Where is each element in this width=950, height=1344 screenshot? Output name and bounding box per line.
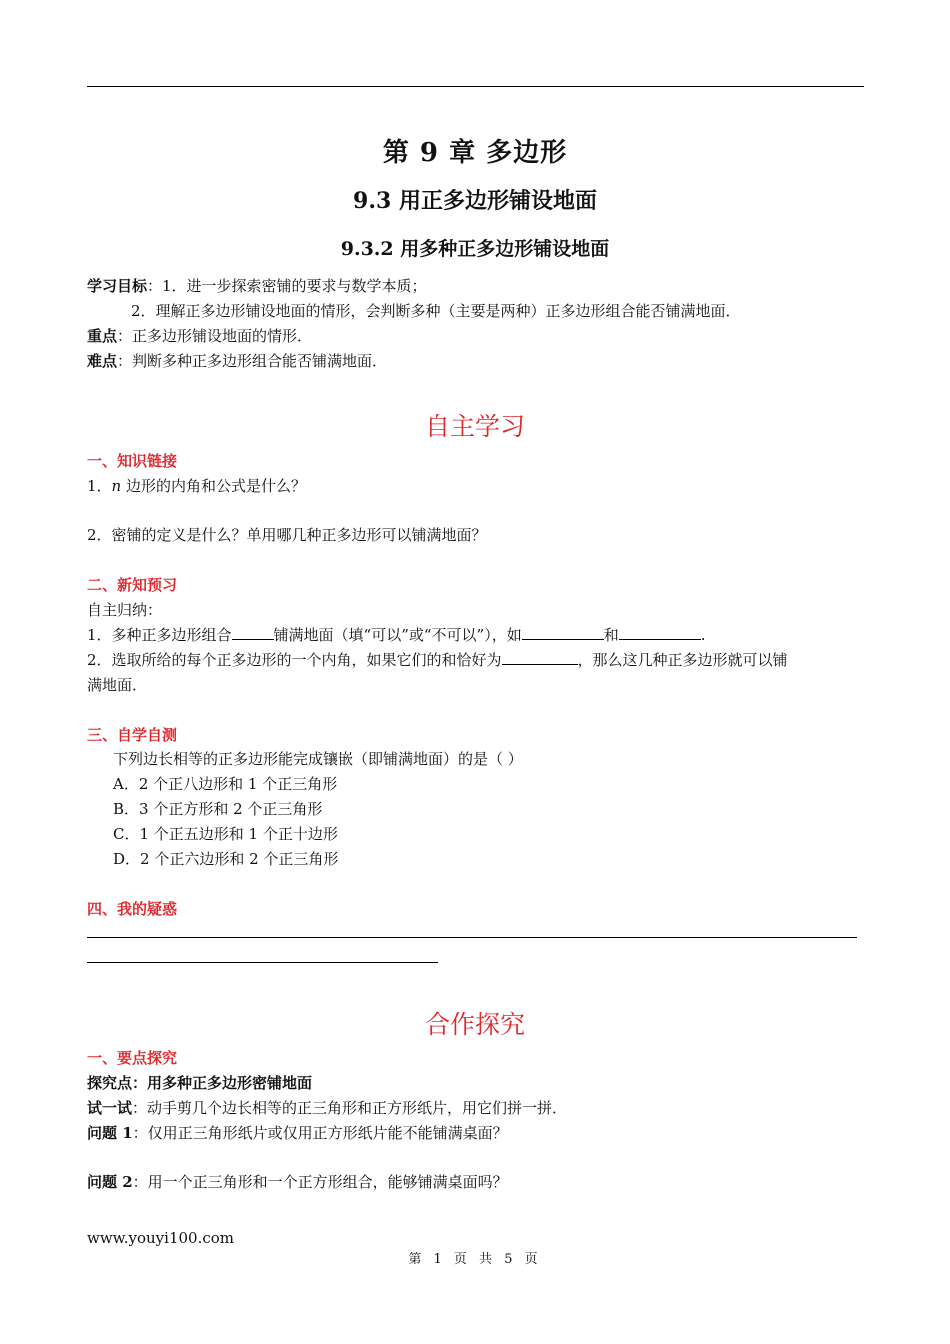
blank-example-2[interactable] (619, 625, 701, 640)
fill1-text-c: 和 (603, 626, 619, 644)
problem-1-label: 问题 1 (87, 1124, 133, 1142)
fill1-text-a: 1．多种正多边形组合 (87, 626, 232, 644)
goals-label: 学习目标 (87, 277, 148, 295)
difficulty-label: 难点 (87, 352, 118, 370)
preview-heading: 二、新知预习 (87, 576, 178, 594)
preview-intro: 自主归纳： (87, 601, 163, 619)
blank-can-or-cannot[interactable] (232, 625, 274, 640)
knowledge-q2: 2．密铺的定义是什么？单用哪几种正多边形可以铺满地面？ (87, 526, 487, 544)
knowledge-q1 (87, 476, 306, 496)
key-exploration-heading: 一、要点探究 (87, 1049, 178, 1067)
problem-2-label: 问题 2 (87, 1173, 133, 1191)
cooperative-title: 合作探究 (424, 1010, 525, 1039)
doubts-answer-line-2[interactable] (87, 962, 438, 963)
fill-in-2 (87, 650, 788, 670)
goals-item-2: 2．理解正多边形铺设地面的情形，会判断多种（主要是两种）正多边形组合能否铺满地面． (131, 302, 741, 320)
footer-url[interactable]: www.youyi100.com (87, 1229, 234, 1247)
self-test-heading: 三、自学自测 (87, 726, 178, 744)
option-a[interactable]: A．2 个正八边形和 1 个正三角形 (113, 775, 338, 793)
doubts-heading: 四、我的疑惑 (87, 900, 178, 918)
problem-1-line (87, 1123, 508, 1143)
difficulty-text: ：判断多种正多边形组合能否铺满地面． (117, 352, 388, 370)
fill2-text-a: 2．选取所给的每个正多边形的一个内角，如果它们的和恰好为 (87, 651, 502, 669)
try-text: ：动手剪几个边长相等的正三角形和正方形纸片，用它们拼一拼． (132, 1099, 568, 1117)
fill1-text-b: 铺满地面（填“可以”或“不可以”），如 (273, 626, 522, 644)
try-label: 试一试 (87, 1099, 133, 1117)
fill-in-2-cont: 满地面． (87, 676, 148, 694)
difficulty-line (87, 351, 387, 371)
q1-variable: n (111, 477, 122, 495)
chapter-title: 第 9 章 多边形 (382, 138, 568, 168)
try-it-line (87, 1098, 567, 1118)
fill2-text-b: ，那么这几种正多边形就可以铺 (577, 651, 788, 669)
knowledge-link-heading: 一、知识链接 (87, 452, 178, 470)
problem-1-text: ：仅用正三角形纸片或仅用正方形纸片能不能铺满桌面？ (132, 1124, 508, 1142)
doubts-answer-line-1[interactable] (87, 937, 857, 938)
fill1-text-d: . (700, 626, 706, 644)
subsection-title: 9.3.2 用多种正多边形铺设地面 (340, 238, 610, 260)
exploration-point: 探究点：用多种正多边形密铺地面 (87, 1074, 313, 1092)
self-test-question: 下列边长相等的正多边形能完成镶嵌（即铺满地面）的是（ ） (113, 750, 523, 768)
blank-angle-sum[interactable] (502, 650, 578, 665)
goals-item-1: ：1．进一步探索密铺的要求与数学本质； (147, 277, 427, 295)
q1-number: 1． (87, 477, 112, 495)
key-point-line (87, 326, 312, 346)
blank-example-1[interactable] (522, 625, 604, 640)
section-title: 9.3 用正多边形铺设地面 (353, 188, 597, 214)
key-label: 重点 (87, 327, 118, 345)
key-text: ：正多边形铺设地面的情形． (117, 327, 313, 345)
fill-in-1 (87, 625, 706, 645)
q1-text: 边形的内角和公式是什么？ (121, 477, 306, 495)
option-d[interactable]: D．2 个正六边形和 2 个正三角形 (113, 850, 339, 868)
option-c[interactable]: C．1 个正五边形和 1 个正十边形 (113, 825, 338, 843)
option-b[interactable]: B．3 个正方形和 2 个正三角形 (113, 800, 323, 818)
self-study-title: 自主学习 (424, 412, 525, 441)
goals-line-1 (87, 276, 427, 296)
page-number: 第 1 页 共 5 页 (408, 1252, 542, 1267)
top-rule (87, 86, 864, 87)
problem-2-text: ：用一个正三角形和一个正方形组合，能够铺满桌面吗？ (132, 1173, 508, 1191)
problem-2-line (87, 1172, 508, 1192)
